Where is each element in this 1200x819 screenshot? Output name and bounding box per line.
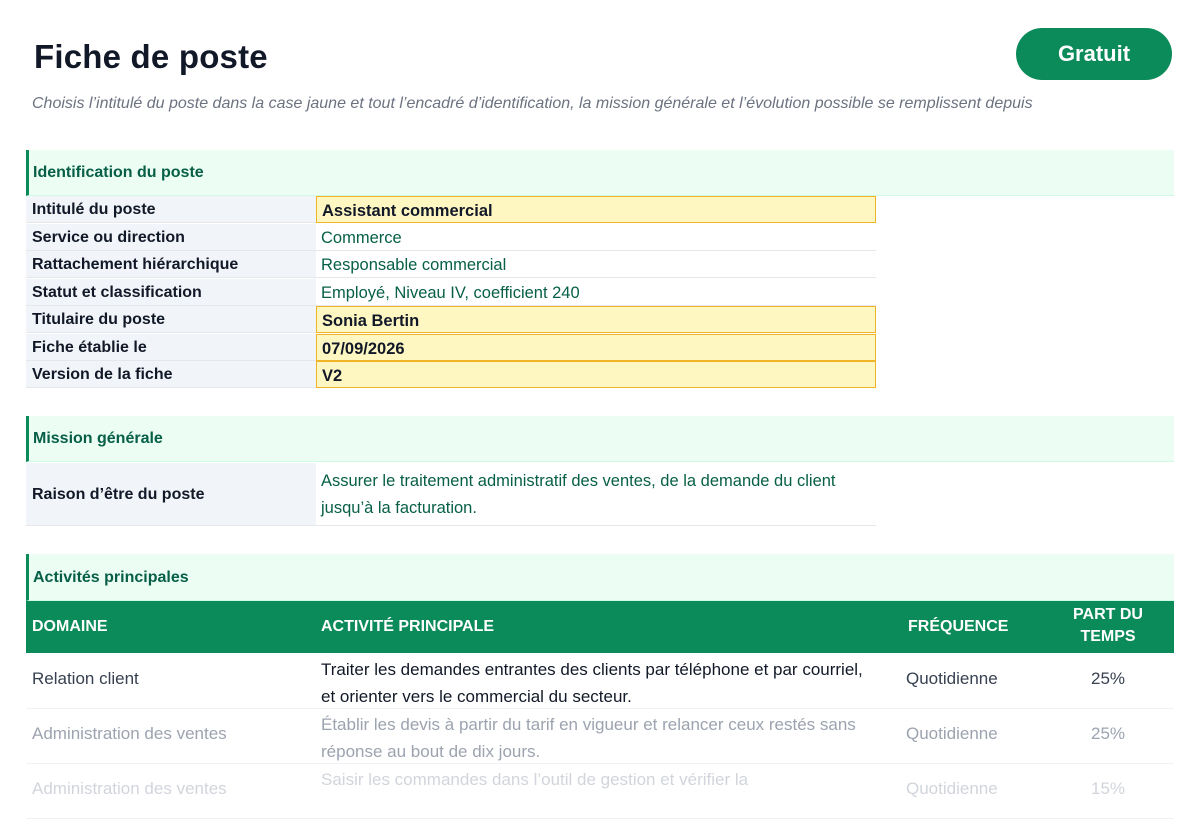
id-row-holder	[26, 306, 876, 334]
section-identification-header	[26, 150, 1174, 196]
date-label: Fiche établie le	[26, 334, 316, 361]
section-activities-header	[26, 554, 1174, 601]
table-row	[26, 763, 1174, 819]
id-row-job-title	[26, 196, 876, 224]
row-domain: Administration des ventes	[32, 724, 227, 743]
section-mission-header	[26, 416, 1174, 462]
manager-value: Responsable commercial	[316, 251, 876, 278]
row-domain: Administration des ventes	[32, 779, 227, 798]
holder-label: Titulaire du poste	[26, 306, 316, 333]
id-row-manager	[26, 251, 876, 279]
column-share-line2: TEMPS	[1080, 628, 1136, 645]
column-share	[1058, 604, 1158, 656]
mission-label: Raison d’être du poste	[26, 463, 316, 526]
row-frequency: Quotidienne	[906, 669, 998, 688]
row-frequency: Quotidienne	[906, 779, 998, 798]
mission-value: Assurer le traitement administratif des ventes, de la demande du client jusqu’à la facturation.	[316, 463, 876, 526]
free-badge-button[interactable]: Gratuit	[1016, 28, 1172, 80]
row-share: 25%	[1090, 724, 1126, 743]
identification-table	[26, 196, 876, 389]
row-domain: Relation client	[32, 669, 139, 688]
column-frequency: FRÉQUENCE	[908, 618, 1009, 635]
section-title: Mission générale	[33, 430, 163, 447]
id-row-date	[26, 334, 876, 362]
section-title: Identification du poste	[33, 164, 204, 181]
job-title-input[interactable]: Assistant commercial	[316, 196, 876, 223]
job-title-label: Intitulé du poste	[26, 196, 316, 223]
id-row-status	[26, 279, 876, 307]
column-domain: DOMAINE	[32, 618, 108, 635]
id-row-version	[26, 361, 876, 389]
table-row	[26, 653, 1174, 709]
row-share: 25%	[1090, 669, 1126, 688]
row-share: 15%	[1090, 779, 1126, 798]
instructions-text: Choisis l’intitulé du poste dans la case jaune et tout l’encadré d’identification, la mission générale et l’évolution possible se remplissent depuis	[32, 95, 1033, 112]
version-label: Version de la fiche	[26, 361, 316, 388]
column-share-line1: PART DU	[1073, 606, 1143, 623]
row-activity: Saisir les commandes dans l’outil de gestion et vérifier la	[321, 770, 749, 789]
row-frequency: Quotidienne	[906, 724, 998, 743]
version-input[interactable]: V2	[316, 361, 876, 388]
row-activity: Établir les devis à partir du tarif en vigueur et relancer ceux restés sans réponse au bout de dix jours.	[321, 715, 856, 761]
status-value: Employé, Niveau IV, coefficient 240	[316, 279, 876, 306]
holder-input[interactable]: Sonia Bertin	[316, 306, 876, 333]
id-row-department	[26, 224, 876, 252]
table-row	[26, 708, 1174, 764]
section-title: Activités principales	[33, 569, 189, 586]
activities-table-header	[26, 601, 1174, 653]
date-input[interactable]: 07/09/2026	[316, 334, 876, 361]
column-activity: ACTIVITÉ PRINCIPALE	[321, 618, 495, 635]
row-activity: Traiter les demandes entrantes des clients par téléphone et par courriel, et orienter vers le commercial du secteur.	[321, 660, 863, 706]
department-value: Commerce	[316, 224, 876, 251]
department-label: Service ou direction	[26, 224, 316, 251]
manager-label: Rattachement hiérarchique	[26, 251, 316, 278]
page-title: Fiche de poste	[34, 38, 268, 75]
status-label: Statut et classification	[26, 279, 316, 306]
